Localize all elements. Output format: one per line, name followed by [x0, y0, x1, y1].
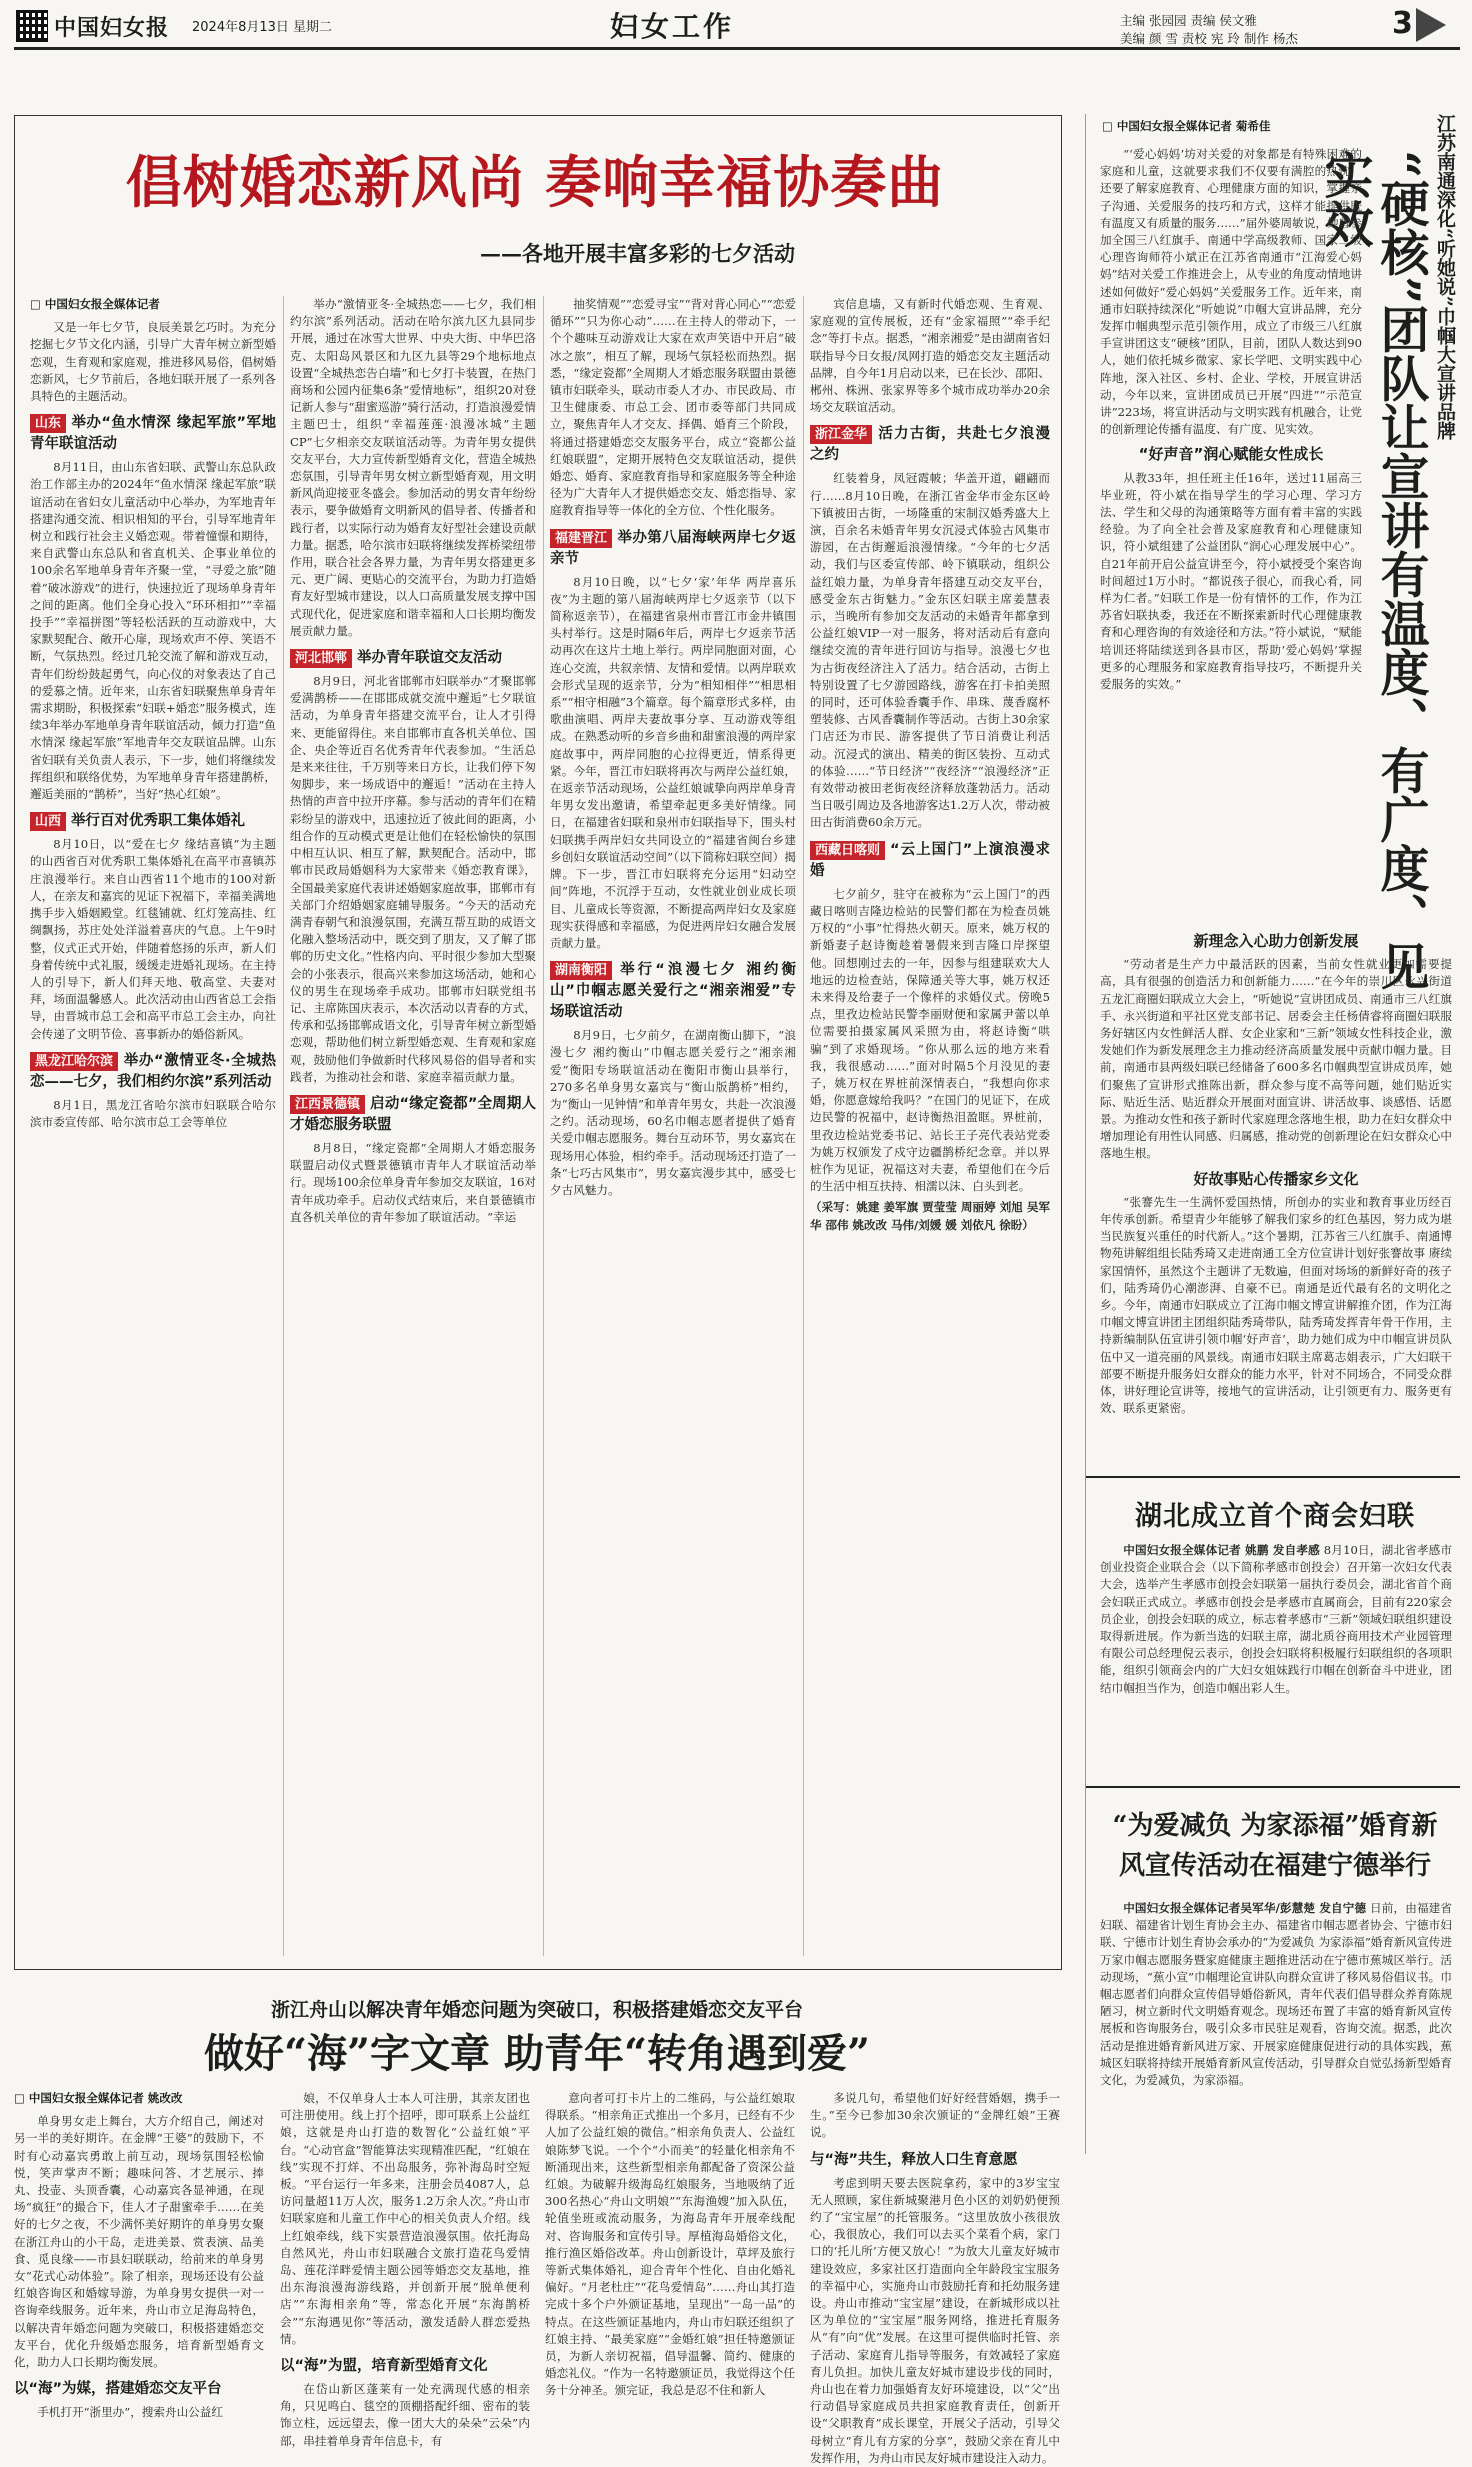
qr-code-icon — [16, 10, 48, 42]
jingdezhen-subhead: 江西景德镇 启动“缘定瓷都”全周期人才婚恋服务联盟 — [290, 1095, 536, 1133]
jingdezhen-text: 8月8日，“缘定瓷都”全周期人才婚恋服务联盟启动仪式暨景德镇市青年人才联谊活动举行。现场100余位单身青年参加交友联谊，16对青年成功牵手。启动仪式结束后，来自景德镇市直各机关单位的青年参加了联谊活动。“幸运 — [290, 1140, 536, 1224]
story1-lead: 又是一年七夕节，良辰美景乞巧时。为充分挖掘七夕节文化内涵，引导广大青年树立新型婚恋观，生育观和家庭观，推进移风易俗，倡树婚恋新风，七夕节前后，各地妇联开展了一系列各具特色的主题活动。 — [30, 320, 276, 404]
story5-section-1-cont: 娘，不仅单身人士本人可注册，其亲友团也可注册使用。线上打个招呼，即可联系上公益红娘，这就是舟山打造的数智化“公益红娘”平台。“心动官盒”智能算法实现精准匹配，“红娘在线”实现不打烊、不出岛服务，弥补海岛时空短板。“平台运行一年多来，注册会员4087人，总访问量超11万人次，服务1.2万余人次。”舟山市妇联家庭和儿童工作中心的相关负责人介绍。线上红娘牵线，线下实景营造浪漫氛围。依托海岛自然风光，舟山市妇联融合文旅打造花鸟爱情岛、莲花洋畔爱情主题公园等婚恋交友基地，推出东海浪漫海游线路，并创新开展“脱单便利店”“东海相亲角”等，常态化开展“东海鹊桥会”“东海遇见你”等活动，激发适龄人群恋爱热情。 — [280, 2091, 530, 2346]
story2-body-lower — [1100, 925, 1452, 1445]
jinhua-tag: 浙江金华 — [810, 425, 872, 444]
masthead-rule — [14, 47, 1460, 50]
story4-dateline: 中国妇女报全媒体记者吴军华/彭慧楚 发自宁德 — [1123, 1901, 1367, 1915]
story2-section-3: “张謇先生一生满怀爱国热情，所创办的实业和教育事业历经百年传承创新。希望青少年能够了解我们家乡的红色基因，努力成为堪当民族复兴重任的时代新人。”这个暑期，江苏省三八红旗手、南通博物苑讲解组组长陆秀琦又走进南通工全方位宣讲计划好张謇故事 赓续家国情怀，虽然这个主题讲了无数遍，但面对场场的新鲜好奇的孩子们，陆秀琦仍心潮澎湃、自豪不已。南通是近代最有名的文明化之乡。今年，南通市妇联成立了江海巾帼文博宣讲解推介团，作为江海巾帼文博宣讲团主团组织陆秀琦带队，陆秀琦发挥青年骨干作用，主持新编制队伍宣讲引领巾帼‘好声音’，助力她们成为中巾帼宣讲员队伍中又一道亮丽的风景线。南通市妇联主席葛志娟表示，广大妇联干部要不断提升服务妇女群众的能力水平，针对不同场合，不同受众群体，讲好理论宣讲等，接地气的宣讲活动，让引领更有力、服务更有效、联系更紧密。 — [1100, 1194, 1452, 1416]
page-arrow-icon — [1416, 8, 1446, 42]
story1-credit: （采写：姚建 姜军旗 贾莹莹 周丽婷 刘旭 吴军华 邵伟 姚改改 马伟/刘媛 媛 刘依凡 徐盼） — [810, 1200, 1050, 1232]
column-divider — [543, 296, 544, 1956]
story1-headline: 倡树婚恋新风尚 奏响幸福协奏曲 — [125, 150, 945, 216]
story5-section-2-end: 多说几句，希望他们好好经营婚姻，携手一生。”至今已参加30余次颁证的“金牌红娘”王赛说。 — [810, 2091, 1060, 2140]
column-divider — [803, 296, 804, 1956]
story1-column-3 — [550, 296, 796, 1961]
story5-section-2-cont: 意向者可打卡片上的二维码，与公益红娘取得联系。“相亲角正式推出一个多月，已经有不少人加了公益红娘的微信。”相亲角负责人、公益红娘陈梦飞说。一个个“小而美”的轻量化相亲角不断涌现出来，这些新型相亲角都配备了资深公益红娘。为破解升级海岛红娘服务，当地吸纳了近300名热心“舟山文明娘”“东海渔嫂”加入队伍，轮值坐班或流动服务，为海岛青年开展牵线配对、咨询服务和宣传引导。厚植海岛婚俗文化，推行渔区婚俗改革。舟山创新设计，草坪及旅行等新式集体婚礼，迎合青年个性化、自由化婚礼偏好。“月老杜庄”“花鸟爱情岛”……舟山其打造完成十多个户外颁证基地，呈现出“一岛一品”的特点。在这些颁证基地内，舟山市妇联还组织了红娘主持、“最美家庭”“金婚红娘”担任特邀颁证员，为新人亲切祝福，倡导温馨、简约、健康的婚恋礼仪。“作为一名特邀颁证员，我觉得这个任务十分神圣。颁完证，我总是忍不住和新人 — [545, 2091, 795, 2398]
column-divider — [283, 296, 284, 1956]
story2-section-2: “劳动者是生产力中最活跃的因素，当前女性就业更加需要提高，具有很强的创造活力和创新能力……”在今年的崇川区永兴街道五龙汇商圈妇联成立大会上，“听她说”宣讲团成员、南通市三八红旗手、永兴街道和平社区党支部书记、居委会主任杨倩睿将商圈妇联服务好辖区内女性鲜活人群、女企业家和“三新”领域女性科技企业，激发她们作为新发展理念主力推动经济高质量发展中贡献巾帼力量。目前，南通市县两级妇联已经储备了600多名巾帼典型宣讲成员库，她们聚焦了宣讲形式推陈出新，群众参与度不高等问题，她们贴近实际、贴近生活、贴近群众开展面对面宣讲、讲活故事、谈感悟、话愿景。为推动女性和孩子新时代家庭理念落地生根，助力在妇女群众中增加理论有用性认同感、归属感，推动党的创新理论在妇女群众心中落地生根。 — [1100, 957, 1452, 1161]
shandong-text: 8月11日，由山东省妇联、武警山东总队政治工作部主办的2024年“鱼水情深 缘起军旅”联谊活动在省妇女儿童活动中心举办，为军地青年搭建沟通交流、相识相知的平台，引导军地青年树立和践行社会主义婚恋观。带着憧憬和期待，来自武警山东总队和省直机关、企事业单位的100余名军地单身青年齐聚一堂，“寻爱之旅”随着“破冰游戏”的进行，快速拉近了现场单身青年之间的距离。他们全身心投入“环环相扣”“幸福投手”“幸福拼图”等轻松活跃的互动游戏中，大家默契配合、敞开心扉，现场欢声不停、笑语不断，气氛热烈。经过几轮交流了解和游戏互动，青年们纷纷鼓起勇气，向心仪的对象表达了自己的爱慕之情。近年来，山东省妇联聚焦单身青年需求期盼，积极探索“妇联+婚恋”服务模式，连续3年举办军地单身青年联谊活动，倾力打造“鱼水情深 缘起军旅”军地青年交友联谊品牌。山东省妇联有关负责人表示，下一步，她们将继续发挥组织和联络优势，为军地单身青年搭建鹊桥，邂逅美丽的“鹊桥”，当好“热心红娘”。 — [30, 460, 276, 802]
page-number: 3 — [1392, 6, 1413, 41]
story5-intro: 单身男女走上舞台，大方介绍自己，阐述对另一半的美好期许。在金牌“王婆”的鼓励下，不时有心动嘉宾勇敢上前互动，现场氛围轻松愉悦，笑声掌声不断；趣味问答、才艺展示、捧丸、投壶、头顶香囊，心动嘉宾各显神通，在现场“疯狂”的撮合下，佳人才子甜蜜牵手……在美好的七夕之夜，不少满怀美好期许的单身男女聚在浙江舟山的小干岛，走进美景、赏表演、品美食、觅良缘——市县妇联联动，给前来的单身男女“花式心动体验”。除了相亲，现场还设有公益红娘咨询区和婚嫁导游，为单身男女提供一对一咨询牵线服务。近年来，舟山市立足海岛特色，以解决青年婚恋问题为突破口，积极搭建婚恋交友平台，优化升级婚恋服务，培育新型婚育文化，助力人口长期均衡发展。 — [14, 2114, 264, 2370]
story1-byline: □ 中国妇女报全媒体记者 — [30, 297, 160, 311]
story2-subhead-2: 新理念入心助力创新发展 — [1193, 932, 1359, 950]
story2-subhead-3: 好故事贴心传播家乡文化 — [1193, 1169, 1359, 1188]
harbin-text-cont: 举办“激情亚冬·全城热恋——七夕，我们相约尔滨”系列活动。活动在哈尔滨九区九县同步开展，通过在冰雪大世界、中央大街、中华巴洛克、太阳岛风景区和九区九县等29个地标地点设置“全城热恋告白墙”和七夕打卡装置，在热门商场和公园内征集6条“爱情地标”，组织20对登记新人参与“甜蜜巡游”骑行活动，打造浪漫爱情主题巴士，组织“幸福莲莲·浪漫冰城”主题CP”七夕相亲交友联谊活动等。为青年男女提供交友平台，大力宣传新型婚育文化，营造全城热恋氛围，引导青年男女树立新型婚育观，用文明新风尚迎接亚冬盛会。参加活动的男女青年纷纷表示，要争做婚育文明新风的倡导者、传播者和践行者，以实际行动为婚育友好型社会建设贡献力量。据悉，哈尔滨市妇联将继续发挥桥梁纽带作用，联合社会各界力量，为青年男女搭建更多元、更广阔、更贴心的交流平台，为助力打造婚育友好型城市建设，以人口高质量发展支撑中国式现代化，促进家庭和谐幸福和人口长期均衡发展贡献力量。 — [290, 297, 536, 638]
story5-subhead-1: 以“海”为媒，搭建婚恋交友平台 — [14, 2381, 222, 2398]
story2-section-1: 从教33年，担任班主任16年，送过11届高三毕业班，符小斌在指导学生的学习心理、学习方法、学生和父母的沟通策略等方面有着丰富的实践经验。为了向全社会普及家庭教育和心理健康知识，符小斌组建了公益团队“润心心理发展中心”。自21年前开启公益宣讲至今，符小斌授受个案咨询时间超过1万小时。“都说孩子很心，而我心肴，同样为仁者。”妇联工作是一份有情怀的工作，作为江苏省妇联执委，我还在不断探索新时代心理健康教育和心理咨询的有效途径和方法。”符小斌说，“赋能培训还将陆续送到各县市区，帮助‘爱心妈妈’掌握更多的心理服务和家庭教育指导技巧，不断提升关爱服务的实效。” — [1100, 470, 1362, 692]
editors-line-2: 美编 颜 雪 责校 宪 玲 制作 杨杰 — [1120, 31, 1298, 46]
story2-subhead-1: “好声音”润心赋能女性成长 — [1138, 445, 1324, 464]
editors-line-1: 主编 张园园 责编 侯文雅 — [1120, 13, 1257, 28]
story2-headline: “硬核”团队让宣讲有温度、有广度、见实效 — [1317, 150, 1431, 991]
story5-column-4 — [810, 2090, 1060, 2465]
story2-body-upper — [1100, 146, 1362, 916]
jingdezhen-text-cont: 抽奖情观”“恋爱寻宝”“背对背心同心”“恋爱循环”“只为你心动”……在主持人的带动下，一个个趣味互动游戏让大家在欢声笑语中开启“破冰之旅”，相互了解，现场气氛轻松而热烈。据悉，“缘定瓷都”全周期人才婚恋服务联盟由景德镇市妇联牵头，联动市委人才办、市民政局、市卫生健康委、市总工会、团市委等部门共同成立，聚焦青年人才交友、择偶、婚育三个阶段，将通过搭建婚恋交友服务平台，成立“瓷都公益红娘联盟”，定期开展特色交友联谊活动，提供婚恋、婚育、家庭教育指导和家庭服务等全种途径为广大青年人才提供婚恋交友、婚恋指导、家庭教育指导等一体化的全方位、个性化服务。 — [550, 297, 796, 518]
shanxi-subhead: 山西 举行百对优秀职工集体婚礼 — [30, 811, 276, 832]
handan-subhead: 河北邯郸 举办青年联谊交友活动 — [290, 648, 536, 669]
story5-column-2 — [280, 2090, 530, 2448]
issue-date: 2024年8月13日 星期二 — [192, 20, 333, 35]
story5-section-3: 考虑到明天要去医院拿药，家中的3岁宝宝无人照顾，家住新城聚港月色小区的刘奶奶便预约了“宝宝屋”的托管服务。“这里放放小孩很放心，我很放心，我们可以去买个菜看个病，家门口的‘托儿所’方便又放心！”为放大儿童友好城市建设效应，多家社区打造面向全年龄段宝宝服务的幸福中心，实施舟山市鼓励托育和托幼服务建设。舟山市推动“宝宝屋”建设，在新城形成以社区为单位的“宝宝屋”服务网络，推进托育服务从“有”向“优”发展。在这里可提供临时托管、亲子活动、家庭育儿指导等服务，有效减轻了家庭育儿负担。加快儿童友好城市建设步伐的同时，舟山也在着力加强婚育友好环境建设，以“父”出行动倡导家庭成员共担家庭教育责任，创新开设“父职教育”成长课堂，开展父子活动，引导父母树立“育儿有方家的分享”，鼓励父亲在育儿中发挥作用，为舟山市民友好城市建设注入动力。 — [810, 2175, 1060, 2465]
jinhua-subhead: 浙江金华 活力古街，共赴七夕浪漫之约 — [810, 426, 1050, 464]
story5-subhead-3: 与“海”共生，释放人口生育意愿 — [810, 2151, 1018, 2168]
story5-column-3 — [545, 2090, 795, 2398]
story4-body — [1100, 1900, 1452, 2155]
story3-body — [1100, 1542, 1452, 1780]
story5-byline: □ 中国妇女报全媒体记者 姚改改 — [14, 2091, 183, 2105]
story3-headline: 湖北成立首个商会妇联 — [1135, 1501, 1415, 1532]
story1-column-1 — [30, 296, 276, 1961]
shanxi-text: 8月10日，以“爱在七夕 缘结喜镇”为主题的山西省百对优秀职工集体婚礼在高平市喜镇苏庄浪漫举行。来自山西省11个地市的100对新人，在亲友和嘉宾的见证下祝福下，幸福美满地携手步入婚姻殿堂。红毯铺就、红灯笼高挂、红绸飘扬，苏庄处处洋溢着喜庆的气息。上午9时整，仪式正式开始，伴随着悠扬的乐声，新人们身着传统中式礼服，缓缓走进婚礼现场。在主持人的引导下，新人们拜天地、敬高堂、夫妻对拜，场面温馨感人。此次活动由山西省总工会指导，由晋城市总工会和高平市总工会主办，向社会传递了文明节俭、喜事新办的婚俗新风。 — [30, 837, 276, 1041]
hengyang-text-cont: 宾信息墙，又有新时代婚恋观、生育观、家庭观的宣传展板，还有“金家福照”“牵手纪念”等打卡点。据悉，“湘亲湘爱”是由湖南省妇联指导今日女报/凤网打造的婚恋交友主题活动品牌，自今年1月启动以来，已在长沙、邵阳、郴州、株洲、张家界等多个城市成功举办20余场交友联谊活动。 — [810, 297, 1050, 415]
section-title: 妇女工作 — [610, 10, 735, 43]
story1-column-4 — [810, 296, 1050, 1961]
handan-text: 8月9日，河北省邯郸市妇联举办“才聚邯郸 爱满鹊桥——在邯邯成就交流中邂逅”七夕联谊活动，为单身青年搭建交流平台，让人才引得来、更能留得住。来自邯郸市直各机关单位、国企、央企等近百名优秀青年代表参加。“生活总是来来往往，千万别等来日方长，让我们停下匆匆脚步，来一场成语中的邂逅！”活动在主持人热情的声音中拉开序幕。参与活动的青年们在精彩纷呈的游戏中，迅速拉近了彼此间的距离，小组合作的互动模式更是让他们在轻松愉快的氛围中相互认识、相互了解，默契配合。活动中，邯郸市民政局婚姻科为大家带来《婚恋教育课》，全国最美家庭代表讲述婚姻家庭故事，邯郸市有关部门介绍婚姻家庭辅导服务。“今天的活动充满青春朝气和浪漫氛围，充满互帮互助的成语文化融入整场活动中，既交到了朋友，又了解了邯郸的历史文化。”性格内向、平时很少参加大型聚会的小张表示，很高兴来参加这场活动，她和心仪的男生在现场牵手成功。邯郸市妇联党组书记、主席陈国庆表示，本次活动以青春的方式，传承和弘扬邯郸成语文化，引导青年树立新型婚恋观，帮助他们树立新型婚恋观、生育观和家庭观，鼓励他们争做新时代移风易俗的倡导者和实践者，为推动社会和谐、家庭幸福贡献力量。 — [290, 674, 536, 1084]
shigatse-text: 七夕前夕，驻守在被称为“云上国门”的西藏日喀则吉隆边检站的民警们都在为检查员姚万权的“小事”忙得热火朝天。原来，姚万权的新婚妻子赵诗衡趁着暑假来到吉隆口岸探望他。回想刚过去的一年，因参与组建联欢大人地远的边检查站，保障通关等大事，姚万权还未来得及给妻子一个像样的求婚仪式。傍晚5点，里孜边检站民警李丽财便和家属尹蕾以单位需要拍摄家属风采照为由，将赵诗衡“哄骗”到了求婚现场。“你从那么远的地方来看我，我很感动……”面对时隔5个月没见的妻子，姚万权在界桩前深情表白，“我想向你求婚，你愿意嫁给我吗？”在国门的见证下，在成边民警的祝福中，赵诗衡热泪盈眶。界桩前，里孜边检站党委书记、站长王子亮代表站党委为姚万权颁发了戍守边疆鹊桥纪念章。并以界桩作为见证，祝福这对夫妻，希望他们在今后的生活中相互扶持、相濡以沫、白头到老。 — [810, 886, 1050, 1194]
jinjiang-tag: 福建晋江 — [550, 529, 612, 548]
hengyang-subhead: 湖南衡阳 举行“浪漫七夕 湘约衡山”巾帼志愿关爱行之“湘亲湘爱”专场联谊活动 — [550, 962, 796, 1021]
story5-kicker: 浙江舟山以解决青年婚恋问题为突破口，积极搭建婚恋交友平台 — [270, 1999, 803, 2021]
story3-text: 8月10日，湖北省孝感市创业投资企业联合会（以下简称孝感市创投会）召开第一次妇女代表大会，选举产生孝感市创投会妇联第一届执行委员会，湖北省首个商会妇联正式成立。孝感市创投会是孝感市直属商会，目前有220家会员企业，创投会妇联的成立，标志着孝感市“三新”领域妇联组织建设取得新进展。作为新当选的妇联主席，湖北质谷商用技术产业园管理有限公司总经理倪云表示，创投会妇联将积极履行妇联组织的各项职能，组织引领商会内的广大妇女姐妹践行巾帼在创新奋斗中进业，团结巾帼担当作为，创造巾帼出彩人生。 — [1100, 1543, 1453, 1695]
story5-subhead-2: 以“海”为盟，培育新型婚育文化 — [280, 2358, 488, 2375]
story3-bottom-rule — [1085, 1786, 1460, 1788]
jinjiang-text: 8月10日晚，以“七夕‘家’年华 两岸喜乐夜”为主题的第八届海峡两岸七夕返亲节（以下简称返亲节），在福建省泉州市晋江市金井镇围头村举行。这是时隔6年后，两岸七夕返亲节活动再次在这片土地上举行。两岸同胞面对面，心连心交流，共叙亲情、友情和爱情。以两岸联欢会形式呈现的返亲节，分为“相知相伴”“相思相系”“相守相融”3个篇章。每个篇章形式多样，由歌曲演唱、两岸夫妻故事分享、互动游戏等组成。在熟悉动听的乡音乡曲和甜蜜浪漫的两岸家庭故事中，两岸同胞的心拉得更近，情系得更紧。今年，晋江市妇联将再次与两岸公益红娘，在返亲节活动现场，公益红娘诚挚向两岸单身青年男女发出邀请，希望牵起更多美好情缘。同日，在福建省妇联和泉州市妇联指导下，围头村妇联携手两岸妇女共同设立的“福建省闽台乡建乡创妇女联谊活动空间”（以下简称妇联空间）揭牌。下一步，晋江市妇联将充分运用“妇动空间”阵地，不沉浮于互动，女性就业创业成长项目、儿童成长等资源，不断提高两岸妇女及家庭现实获得感和幸福感，为促进两岸妇女融合发展贡献力量。 — [550, 574, 796, 950]
story5-section-2: 在岱山新区蓬莱有一处充满现代感的相亲角，只见鸣白、毯空的顶棚搭配纤细、密布的装饰立柱，远远望去，像一团大大的朵朵“云朵”内部，串挂着单身青年信息卡，有 — [280, 2382, 530, 2448]
harbin-text: 8月1日，黑龙江省哈尔滨市妇联联合哈尔滨市委宣传部、哈尔滨市总工会等单位 — [30, 1097, 276, 1129]
jinjiang-subhead: 福建晋江 举办第八届海峡两岸七夕返亲节 — [550, 529, 796, 567]
jinhua-text: 红装着身，凤冠霞帔；华盖开道，翩翩而行……8月10日晚，在浙江省金华市金东区岭下镇被田古街，一场隆重的宋制汉婚秀盛大上演，百余名未婚青年男女沉浸式体验古风集市游园，在古街邂逅浪漫情缘。“今年的七夕活动，我们与区委宣传部、岭下镇联动，组织公益红娘力量，为单身青年搭建互动交友平台，感受金东古街魅力。”金东区妇联主席姜慧表示，当晚所有参加交友活动的未婚青年都拿到公益红娘VIP一对一服务，将对活动后有意向继续交流的青年进行回访与指导。浪漫七夕也为古街夜经济注入了活力。结合活动，古街上特别设置了七夕游园路线，游客在打卡拍美照的同时，还可体验香囊手作、串珠、蔑香腐杯塑装修、古风香囊制作等活动。古街上30余家门店还为市民、游客提供了节日消费让利活动。沉浸式的演出、精美的街区装扮、互动式的体验……“节日经济”“夜经济”“浪漫经济”正有效带动被田老街夜经济释放蓬勃活力。活动当日吸引周边及各地游客达1.2万人次，带动被田古街消费60余万元。 — [810, 471, 1050, 830]
story2-kicker: 江苏南通深化“听她说”巾帼大宣讲品牌 — [1434, 114, 1456, 440]
story3-dateline: 中国妇女报全媒体记者 姚鹏 发自孝感 — [1123, 1543, 1320, 1557]
story4-text: 日前，由福建省妇联、福建省计划生育协会主办、福建省巾帼志愿者协会、宁德市妇联、宁德市计划生育协会承办的“为爱减负 为家添福”婚育新风宣传进万家巾帼志愿服务暨家庭健康主题推进活动在宁德市蕉城区举行。活动现场，“蕉小宣”巾帼理论宣讲队向群众宣讲了移风易俗倡议书。巾帼志愿者们向群众宣传倡导婚俗新风，青年代表们倡导群众养育陈规陋习，树立新时代文明婚育观念。现场还布置了丰富的婚育新风宣传展板和咨询服务台，吸引众多市民驻足观看，咨询交流。据悉，此次活动是推进婚育新风进万家、开展家庭健康促进行动的具体实践，蕉城区妇联将持续开展婚育新风宣传活动，引导群众自觉弘扬新型婚育文化，为爱减负，为家添福。 — [1100, 1901, 1452, 2088]
paper-name: 中国妇女报 — [54, 15, 170, 41]
story5-column-1 — [14, 2090, 264, 2420]
shandong-tag: 山东 — [30, 414, 66, 433]
shigatse-tag: 西藏日喀则 — [810, 841, 885, 860]
story2-intro: “‘爱心妈妈’坊对关爱的对象都是有特殊困难的家庭和儿童，这就要求我们不仅要有满腔的热忱，还要了解家庭教育、心理健康方面的知识，掌握亲子沟通、关爱服务的技巧和方式，这样才能提供既有温度又有质量的服务……”届外婆周敏说，她曾参加全国三八红旗手、南通中学高级教师、国家二级心理咨询师符小斌正在江苏省南通市“江海爱心妈妈”结对关爱工作推进会上，从专业的角度动情地讲述如何做好“爱心妈妈”关爱服务工作。近年来，南通市妇联持续深化“听她说”巾帼大宣讲品牌，充分发挥巾帼典型示范引领作用，成立了市级三八红旗手宣讲团这支“硬核”团队，目前，团队人数达到90人，她们依托城乡微家、家长学吧、文明实践中心阵地，深入社区、乡村、企业、学校，开展宣讲活动，今年以来，宣讲团成员已开展“四进”“示范宣讲”223场，将宣讲活动与文明实践有机融合，让党的创新理论传播有温度、有广度、见实效。 — [1100, 147, 1362, 437]
harbin-subhead: 黑龙江哈尔滨 举办“激情亚冬·全城热恋——七夕，我们相约尔滨”系列活动 — [30, 1052, 276, 1090]
hengyang-text: 8月9日，七夕前夕，在湖南衡山脚下，“浪漫七夕 湘约衡山”巾帼志愿关爱行之“湘亲湘爱”衡阳专场联谊活动在衡阳市衡山县举行，270多名单身男女嘉宾与“衡山版鹊桥”相约，为“衡山一见钟情”和单青年男女，共赴一次浪漫之约。活动现场，60名巾帼志愿者提供了婚育关爱巾帼志愿服务。舞台互动环节，男女嘉宾在现场用心体验，相约牵手。活动现场还打造了一条“七巧古风集市”，男女嘉宾漫步其中，感受七夕古风魅力。 — [550, 1028, 796, 1197]
harbin-tag: 黑龙江哈尔滨 — [30, 1052, 118, 1071]
hengyang-tag: 湖南衡阳 — [550, 961, 612, 980]
story5-section-1: 手机打开“浙里办”，搜索舟山公益红 — [37, 2405, 223, 2420]
story2-byline: □ 中国妇女报全媒体记者 菊希佳 — [1102, 119, 1271, 133]
shigatse-subhead: 西藏日喀则 “云上国门”上演浪漫求婚 — [810, 841, 1050, 879]
story1-column-2 — [290, 296, 536, 1961]
shanxi-tag: 山西 — [30, 812, 66, 831]
shandong-subhead: 山东 举办“鱼水情深 缘起军旅”军地青年联谊活动 — [30, 415, 276, 453]
story5-headline: 做好“海”字文章 助青年“转角遇到爱” — [204, 2030, 870, 2077]
handan-tag: 河北邯郸 — [290, 649, 352, 668]
story4-headline: “为爱减负 为家添福”婚育新风宣传活动在福建宁德举行 — [1112, 1811, 1438, 1881]
story2-bottom-rule — [1085, 1476, 1460, 1478]
jingdezhen-tag: 江西景德镇 — [290, 1095, 365, 1114]
right-rail-rule — [1085, 114, 1086, 2154]
story1-subhead: ——各地开展丰富多彩的七夕活动 — [480, 241, 795, 266]
